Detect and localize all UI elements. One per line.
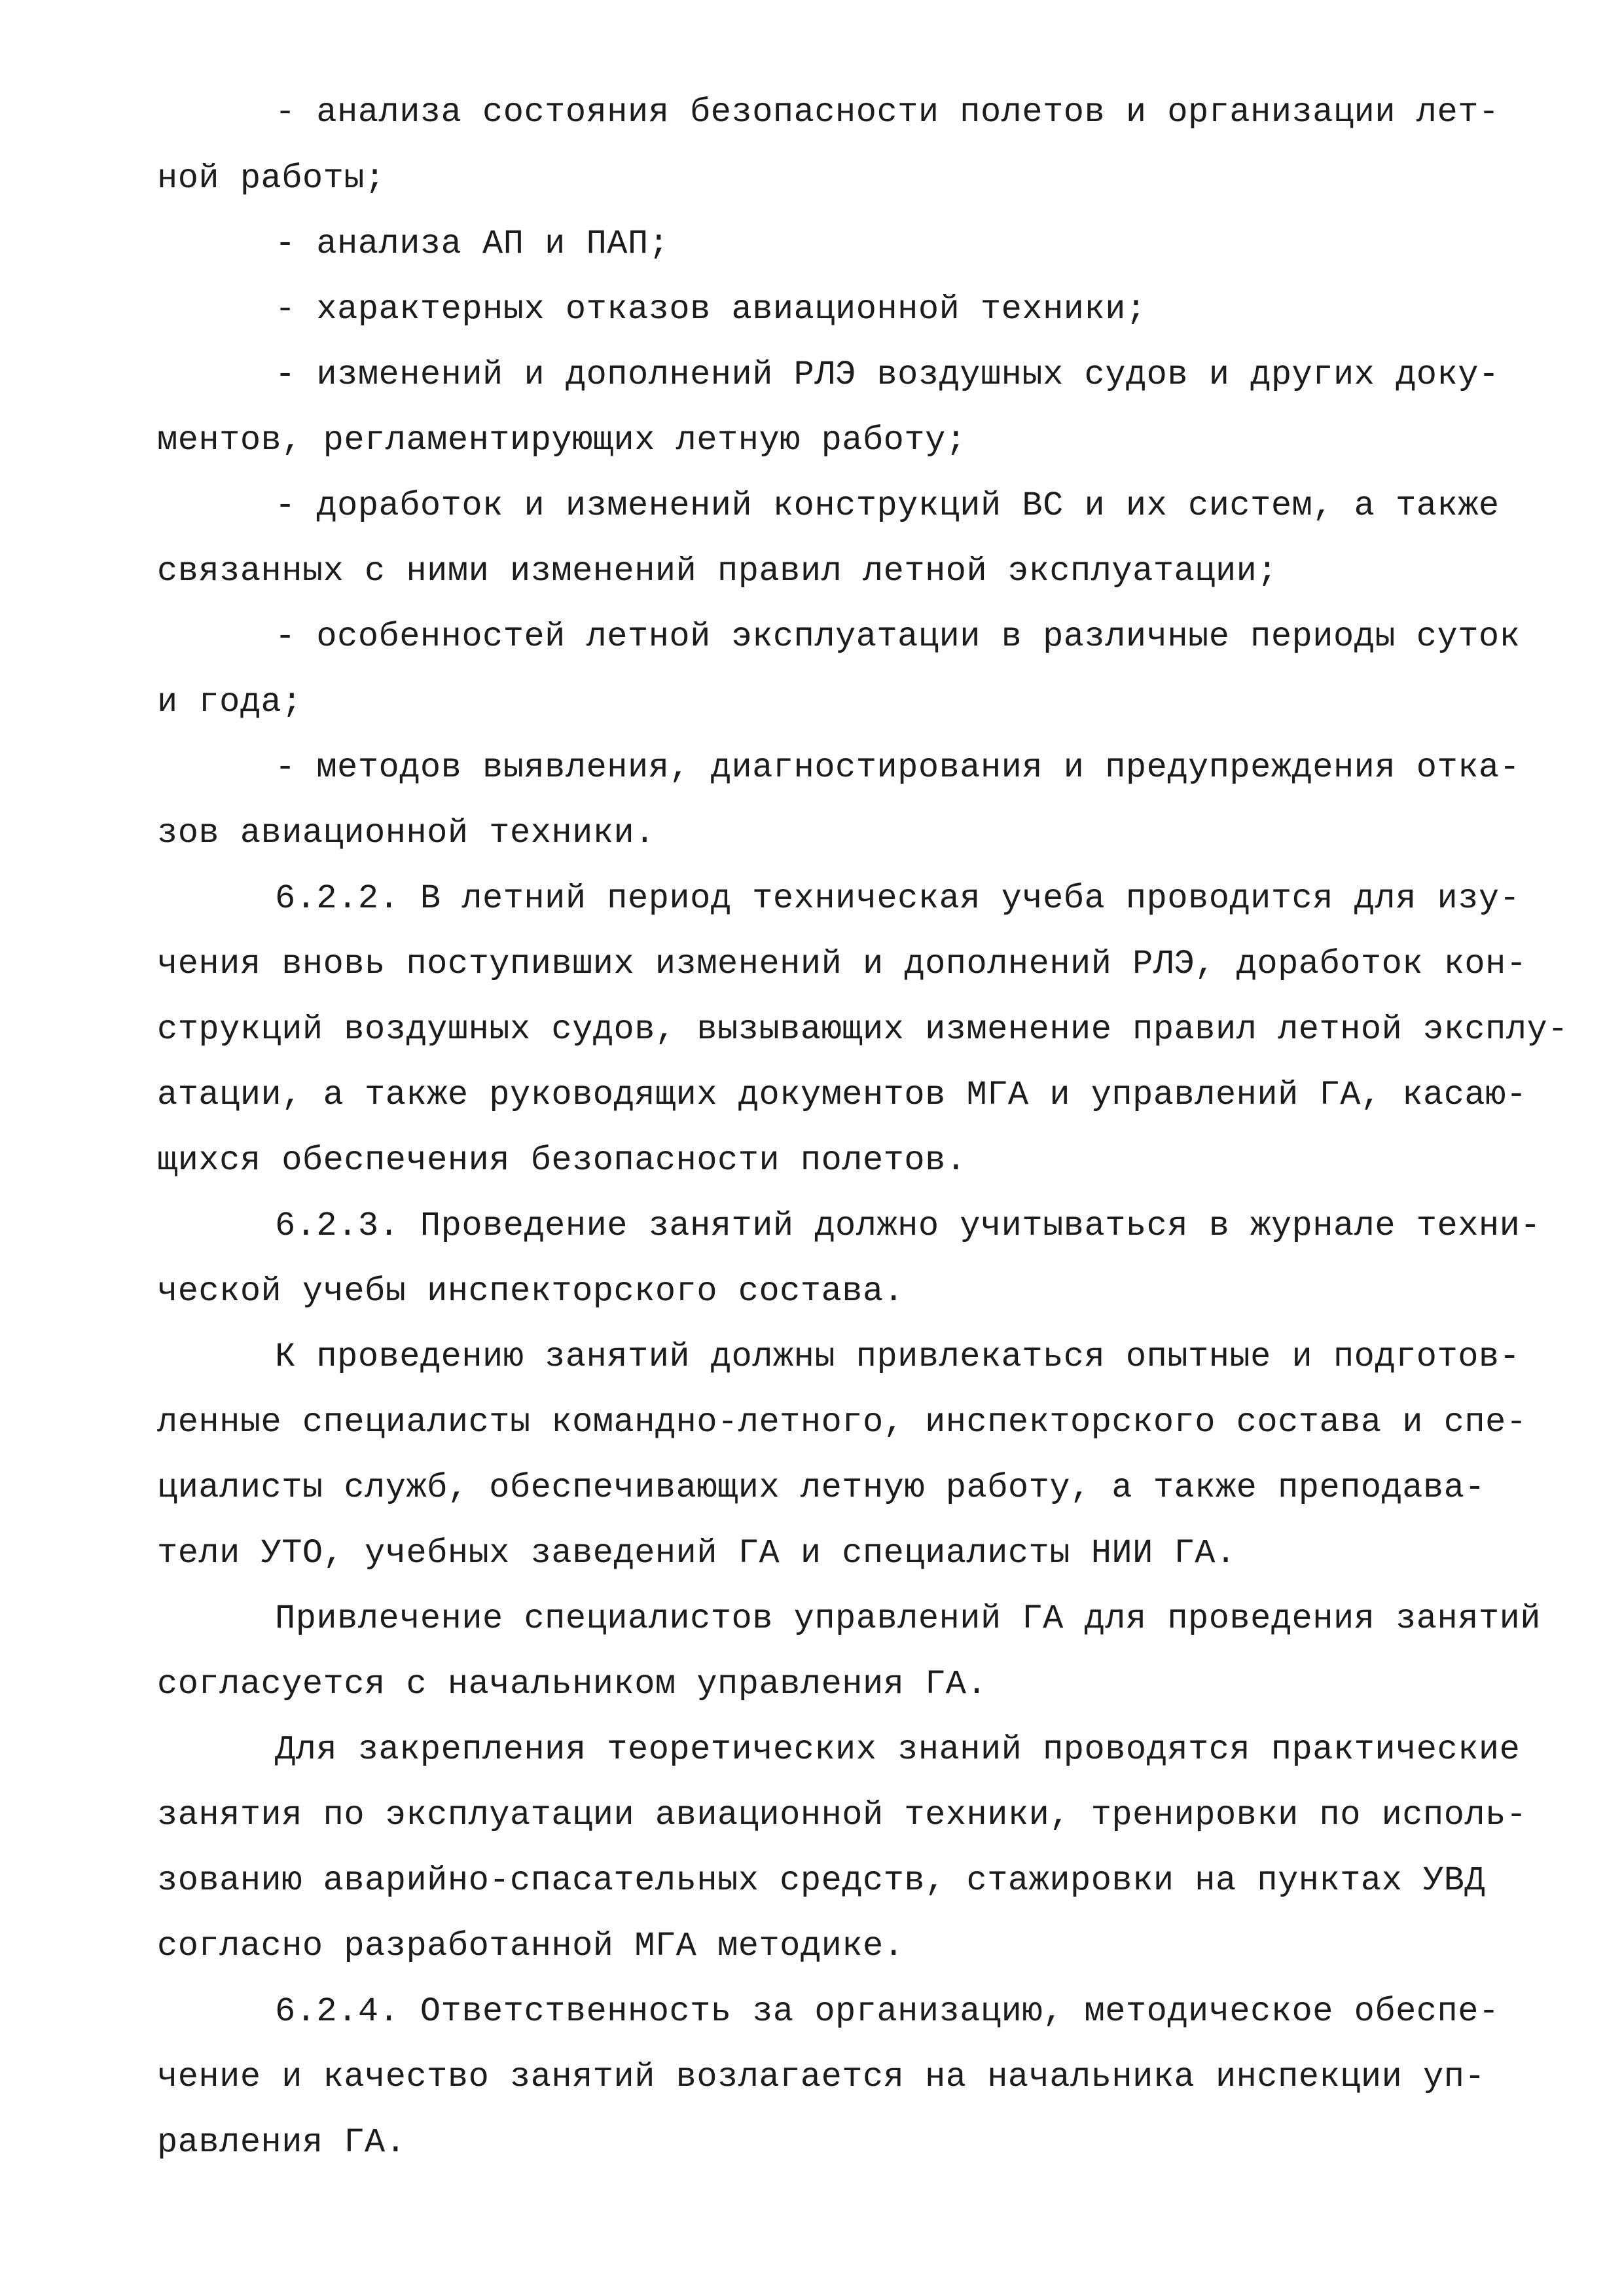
text-line: согласуется с начальником управления ГА.	[157, 1665, 988, 1704]
text-line: 6.2.4. Ответственность за организацию, методическое обеспе-	[275, 1992, 1500, 2031]
text-line: равления ГА.	[157, 2123, 406, 2162]
text-line: - изменений и дополнений РЛЭ воздушных судов и других доку-	[275, 355, 1500, 394]
text-line: чение и качество занятий возлагается на начальника инспекции уп-	[157, 2058, 1486, 2096]
text-line: ленные специалисты командно-летного, инспекторского состава и спе-	[157, 1403, 1527, 1442]
text-line: циалисты служб, обеспечивающих летную работу, а также преподава-	[157, 1468, 1486, 1507]
text-line: согласно разработанной МГА методике.	[157, 1927, 905, 1965]
text-line: и года;	[157, 683, 302, 721]
text-line: связанных с ними изменений правил летной эксплуатации;	[157, 552, 1278, 591]
text-line: занятия по эксплуатации авиационной техники, тренировки по исполь-	[157, 1796, 1527, 1834]
text-line: - анализа состояния безопасности полетов и организации лет-	[275, 93, 1500, 132]
text-line: струкций воздушных судов, вызывающих изменение правил летной эксплу-	[157, 1010, 1568, 1049]
text-line: ческой учебы инспекторского состава.	[157, 1272, 905, 1311]
text-line: - доработок и изменений конструкций ВС и их систем, а также	[275, 486, 1500, 525]
text-line: 6.2.3. Проведение занятий должно учитываться в журнале техни-	[275, 1207, 1542, 1245]
text-line: 6.2.2. В летний период техническая учеба проводится для изу-	[275, 879, 1521, 918]
text-line: - особенностей летной эксплуатации в различные периоды суток	[275, 617, 1521, 656]
text-line: щихся обеспечения безопасности полетов.	[157, 1141, 967, 1180]
text-line: атации, а также руководящих документов МГА и управлений ГА, касаю-	[157, 1076, 1527, 1114]
text-line: ментов, регламентирующих летную работу;	[157, 421, 967, 460]
text-line: чения вновь поступивших изменений и дополнений РЛЭ, доработок кон-	[157, 945, 1527, 983]
text-line: тели УТО, учебных заведений ГА и специалисты НИИ ГА.	[157, 1534, 1236, 1573]
text-line: - характерных отказов авиационной техники;	[275, 290, 1147, 329]
text-line: - анализа АП и ПАП;	[275, 225, 670, 263]
text-line: зов авиационной техники.	[157, 814, 655, 852]
text-line: зованию аварийно-спасательных средств, стажировки на пунктах УВД	[157, 1861, 1486, 1900]
text-line: - методов выявления, диагностирования и предупреждения отка-	[275, 748, 1521, 787]
text-line: Привлечение специалистов управлений ГА для проведения занятий	[275, 1599, 1542, 1638]
text-line: Для закрепления теоретических знаний проводятся практические	[275, 1730, 1521, 1769]
text-line: ной работы;	[157, 159, 386, 198]
text-line: К проведению занятий должны привлекаться опытные и подготов-	[275, 1338, 1521, 1376]
